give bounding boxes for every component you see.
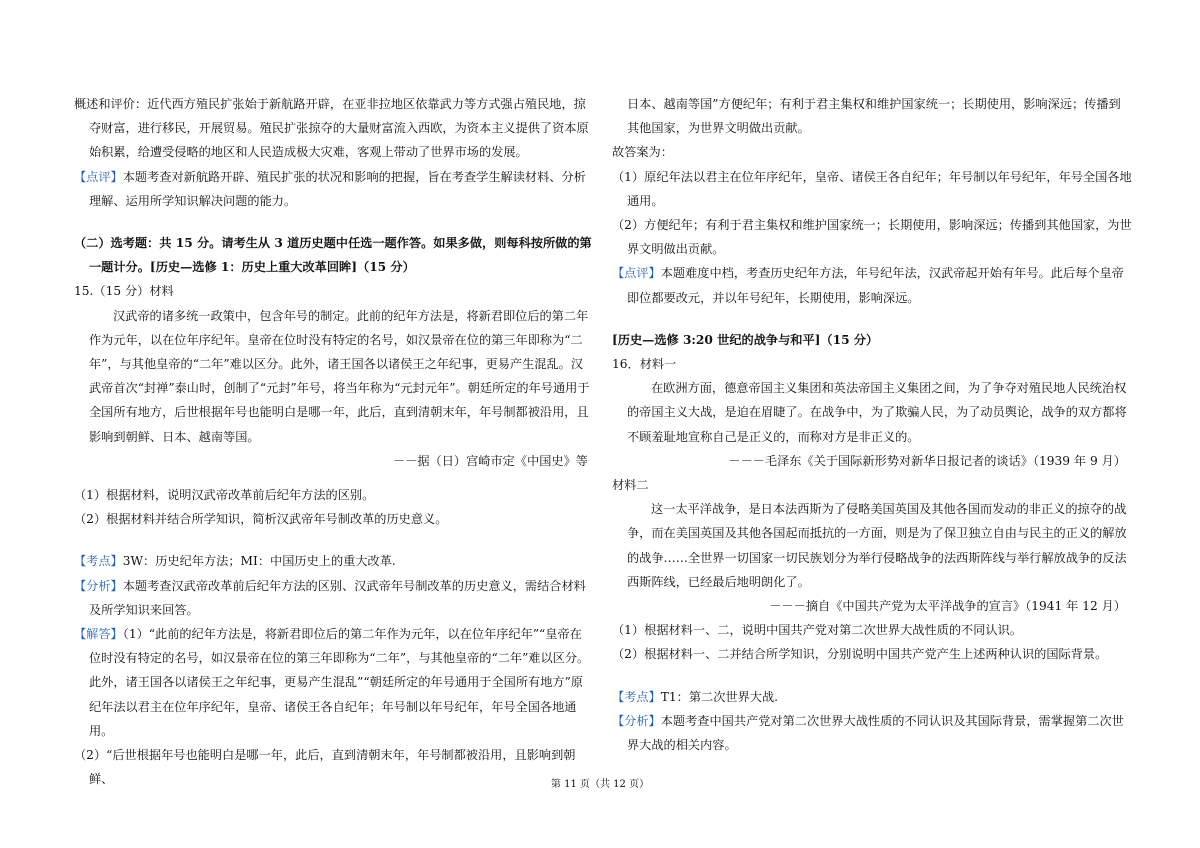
answer-1: （1）原纪年法以君主在位年序纪年，皇帝、诸侯王各自纪年；年号制以年号纪年，年号全国各地通用。 (612, 169, 1132, 208)
page-footer: 第 11 页（共 12 页） (550, 779, 650, 790)
fenxi-text: 本题考查汉武帝改革前后纪年方法的区别、汉武帝年号制改革的历史意义，需结合材料及所学知识来回答。 (89, 578, 586, 617)
left-column (74, 92, 594, 791)
question-15-part-2: （2）根据材料并结合所学知识，简析汉武帝年号制改革的历史意义。 (74, 512, 448, 527)
jieda-tag: 【解答】 (74, 627, 123, 642)
answer-label: 故答案为： (612, 145, 673, 160)
question-16-part-2: （2）根据材料一、二并结合所学知识，分别说明中国共产党产生上述两种认识的国际背景。 (612, 647, 1108, 662)
dianping-tag-2: 【点评】 (612, 266, 661, 281)
material-2-source: －－－摘自《中国共产党为太平洋战争的宣言》（1941 年 12 月） (769, 599, 1126, 614)
kaodian-tag: 【考点】 (74, 554, 123, 569)
question-15-part-1: （1）根据材料，说明汉武帝改革前后纪年方法的区别。 (74, 488, 375, 503)
kaodian-text-2: T1：第二次世界大战. (660, 689, 779, 704)
dianping-tag: 【点评】 (74, 169, 123, 184)
material-1-source: －－－毛泽东《关于国际新形势对新华日报记者的谈话》（1939 年 9 月） (728, 453, 1126, 468)
fenxi-paragraph (74, 574, 594, 622)
fenxi-paragraph-2 (612, 709, 1132, 757)
question-15-source: －－据（日）宫崎市定《中国史》等 (393, 453, 588, 468)
question-15-material: 汉武帝的诸多统一政策中，包含年号的制定。此前的纪年方法是，将新君即位后的第二年作为元年，以在位年序纪年。皇帝在位时没有特定的名号，如汉景帝在位的第三年即称为“二年”，与其他皇帝的“二年”难以区分。此外，诸王国各以诸侯王之年纪事，更易产生混乱。汉武帝首次“封禅”泰山时，创制了“元封”年号，将当年称为“元封元年”。朝廷所定的年号通用于全国所有地方，后世根据年号也能明白是哪一年，此后，直到清朝末年，年号制都被沿用，且影响到朝鲜、日本、越南等国。 (89, 308, 590, 444)
material-2-label: 材料二 (612, 478, 649, 493)
fenxi-text-2: 本题考查中国共产党对第二次世界大战性质的不同认识及其国际背景，需掌握第二次世界大战的相关内容。 (627, 713, 1124, 753)
dianping-paragraph (74, 165, 594, 213)
jieda-text: （1）“此前的纪年方法是，将新君即位后的第二年作为元年，以在位年序纪年”“皇帝在位时没有特定的名号，如汉景帝在位的第三年即称为“二年”，与其他皇帝的“二年”难以区分。此外，诸王国各以诸侯王之年纪事，更易产生混乱”“朝廷所定的年号通用于全国所有地方”原纪年法以君主在位年序纪年，皇帝、诸侯王各自纪年；年号制以年号纪年，年号全国各地通用。 (89, 627, 590, 738)
material-2-text: 这一太平洋战争，是日本法西斯为了侵略美国英国及其他各国而发动的非正义的掠夺的战争，而在美国英国及其他各国起而抵抗的一方面，则是为了保卫独立自由与民主的正义的解放的战争……全世界一切国家一切民族划分为举行侵略战争的法西斯阵线与举行解放战争的反法西斯阵线，已经最后地明朗化了。 (627, 502, 1127, 589)
material-1-text: 在欧洲方面，德意帝国主义集团和英法帝国主义集团之间，为了争夺对殖民地人民统治权的帝国主义大战，是迫在眉睫了。在战争中，为了欺骗人民，为了动员舆论，战争的双方都将不顾羞耻地宣称自己是正义的，而称对方是非正义的。 (627, 381, 1127, 444)
kaodian-tag-2: 【考点】 (612, 689, 661, 704)
jieda-paragraph (74, 622, 594, 743)
jieda-continuation: 日本、越南等国”方便纪年；有利于君主集权和维护国家统一；长期使用，影响深远；传播到其他国家，为世界文明做出贡献。 (627, 97, 1121, 136)
dianping-text: 本题考查对新航路开辟、殖民扩张的状况和影响的把握，旨在考查学生解读材料、分析理解、运用所学知识解决问题的能力。 (89, 169, 586, 208)
question-15-heading: 15.（15 分）材料 (74, 284, 174, 299)
dianping-paragraph-2 (612, 261, 1132, 309)
question-16-heading: 16．材料一 (612, 357, 677, 372)
fenxi-tag: 【分析】 (74, 578, 123, 593)
answer-2: （2）方便纪年；有利于君主集权和维护国家统一；长期使用，影响深远；传播到其他国家，为世界文明做出贡献。 (612, 218, 1132, 257)
right-column (612, 92, 1132, 757)
dianping-text-2: 本题难度中档，考查历史纪年方法，年号纪年法，汉武帝起开始有年号。此后每个皇帝即位都要改元，并以年号纪年，长期使用，影响深远。 (627, 266, 1124, 305)
question-16-part-1: （1）根据材料一、二，说明中国共产党对第二次世界大战性质的不同认识。 (612, 623, 1022, 638)
section-2-heading: [历史—选修 3:20 世纪的战争与和平]（15 分） (612, 332, 879, 347)
fenxi-tag-2: 【分析】 (612, 713, 661, 728)
jieda-paragraph-2: （2）“后世根据年号也能明白是哪一年，此后，直到清朝末年，年号制都被沿用，且影响到朝鲜、 (74, 748, 576, 787)
section-heading: （二）选考题：共 15 分。请考生从 3 道历史题中任选一题作答。如果多做，则每科按所做的第一题计分。[历史—选修 1：历史上重大改革回眸]（15 分） (74, 236, 592, 275)
kaodian-paragraph-2 (612, 685, 1132, 709)
evaluation-paragraph: 概述和评价：近代西方殖民扩张始于新航路开辟，在亚非拉地区依靠武力等方式强占殖民地，掠夺财富，进行移民，开展贸易。殖民扩张掠夺的大量财富流入西欧，为资本主义提供了资本原始积累，给遭受侵略的地区和人民造成极大灾难，客观上带动了世界市场的发展。 (74, 97, 589, 160)
kaodian-text: 3W：历史纪年方法；MI：中国历史上的重大改革. (122, 554, 396, 569)
kaodian-paragraph (74, 549, 594, 573)
